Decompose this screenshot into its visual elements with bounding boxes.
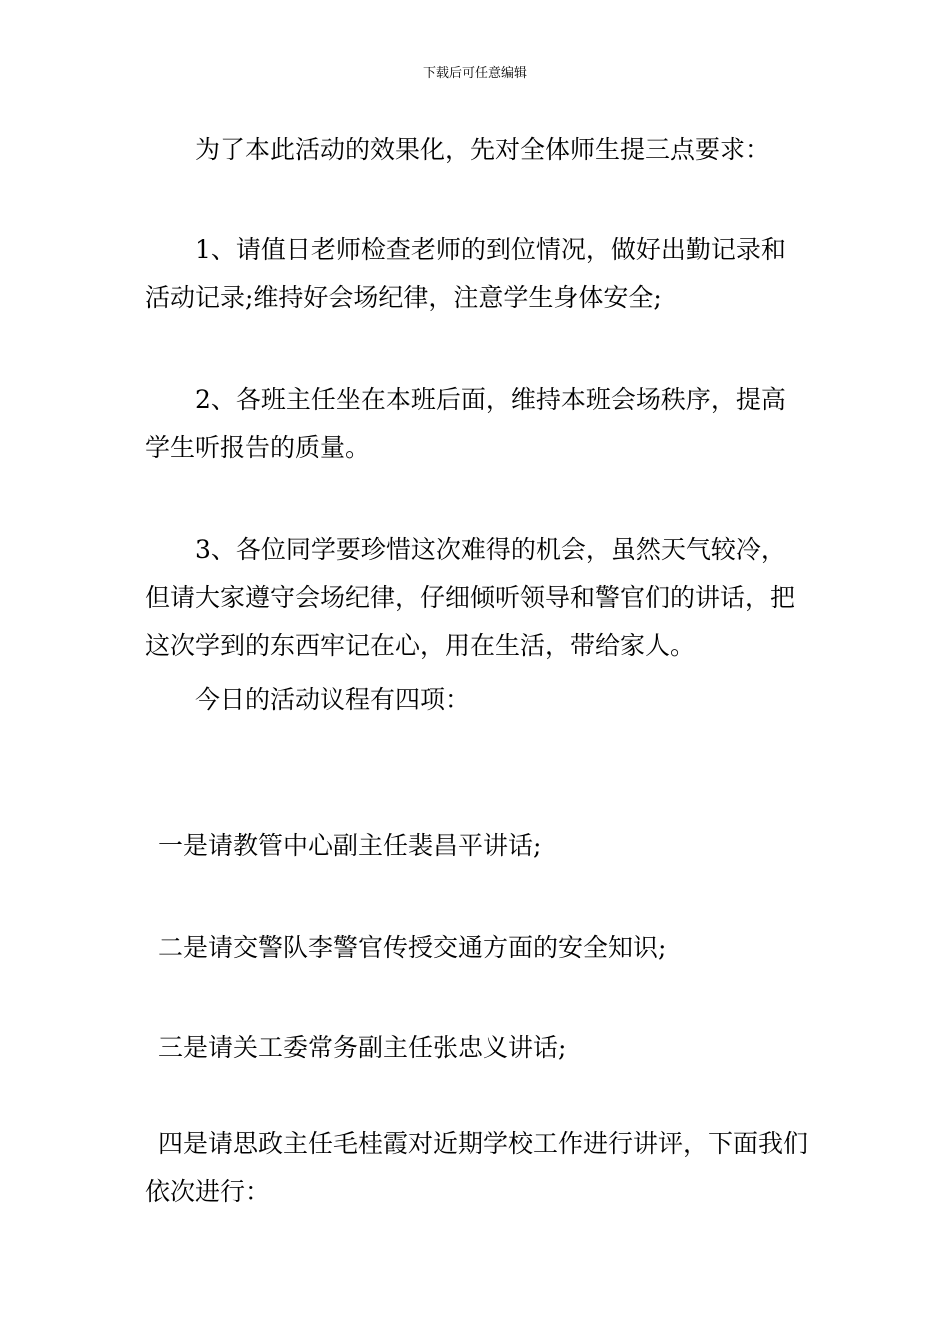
requirement-3-paragraph: 3、各位同学要珍惜这次难得的机会，虽然天气较冷，但请大家遵守会场纪律，仔细倾听领导和警官们的讲话，把这次学到的东西牢记在心，用在生活，带给家人。 [145, 535, 796, 660]
requirement-1-paragraph: 1、请值日老师检查老师的到位情况，做好出勤记录和活动记录;维持好会场纪律，注意学生身体安全; [145, 235, 786, 312]
agenda-item-2: 二是请交警队李警官传授交通方面的安全知识; [158, 933, 667, 962]
agenda-item-4: 四是请思政主任毛桂霞对近期学校工作进行讲评，下面我们依次进行： [145, 1129, 809, 1206]
intro-paragraph: 为了本此活动的效果化，先对全体师生提三点要求： [195, 135, 771, 164]
requirement-2-paragraph: 2、各班主任坐在本班后面，维持本班会场秩序，提高学生听报告的质量。 [145, 385, 786, 462]
header-note: 下载后可任意编辑 [422, 66, 527, 81]
agenda-item-1: 一是请教管中心副主任裴昌平讲话; [158, 831, 542, 860]
agenda-intro-paragraph: 今日的活动议程有四项： [195, 685, 471, 714]
agenda-item-3: 三是请关工委常务副主任张忠义讲话; [158, 1033, 567, 1062]
